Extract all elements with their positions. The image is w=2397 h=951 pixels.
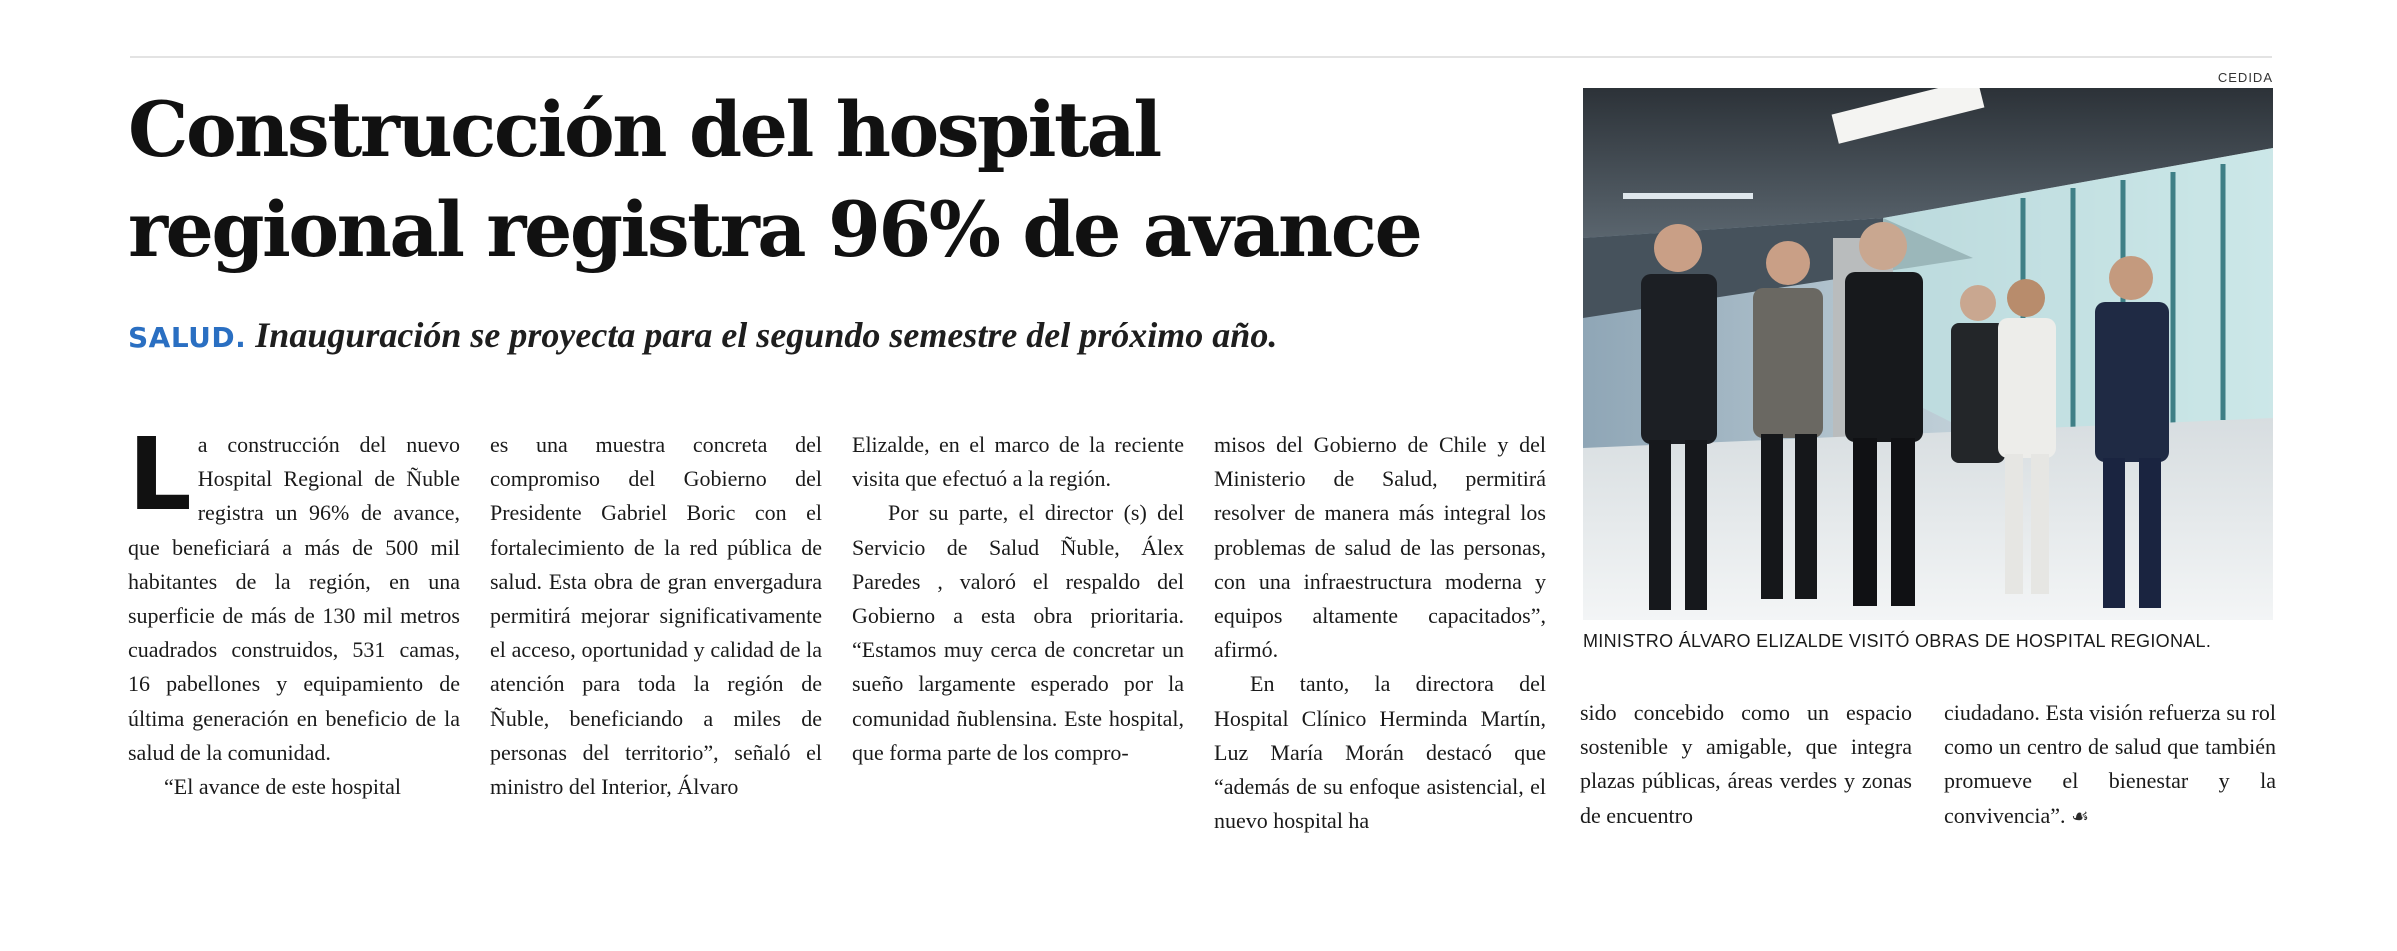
- column-4: [1214, 428, 1546, 838]
- section-kicker: SALUD.: [128, 321, 247, 354]
- body-paragraph-4-start: En tanto, la directora del Hospital Clínico Herminda Martín, Luz María Morán destacó que “además de su enfoque asistencial, el nuevo hospital ha: [1214, 671, 1546, 834]
- body-paragraph-2-end: Elizalde, en el marco de la reciente visita que efectuó a la región.: [852, 432, 1184, 492]
- headline-line-1: Construcción del hospital: [128, 85, 1160, 174]
- column-6: [1944, 696, 2276, 833]
- hospital-visit-illustration: [1583, 88, 2273, 620]
- subhead: [128, 313, 1568, 360]
- body-paragraph-1: [128, 416, 460, 770]
- dropcap: L: [128, 416, 192, 533]
- column-1: [128, 416, 460, 804]
- deck: Inauguración se proyecta para el segundo semestre del próximo año.: [255, 315, 1278, 355]
- headline-line-2: regional registra 96% de avance: [128, 185, 1421, 274]
- top-rule: [130, 56, 2272, 58]
- hospital-visit-photo: [1583, 88, 2273, 620]
- body-paragraph-3-end: misos del Gobierno de Chile y del Ministerio de Salud, permitirá resolver de manera más integral los problemas de salud de las personas, con una infraestructura moderna y equipos altamente capacitados”, afirmó.: [1214, 432, 1546, 663]
- body-paragraph-4-end-text: ciudadano. Esta visión refuerza su rol como un centro de salud que también promueve el bienestar y la convivencia”.: [1944, 700, 2276, 828]
- headline: [128, 80, 1568, 280]
- body-paragraph-2-start: “El avance de este hospital: [164, 774, 402, 800]
- photo-credit: CEDIDA: [2217, 70, 2273, 85]
- column-2: [490, 428, 822, 804]
- column-3: [852, 428, 1184, 770]
- body-paragraph-4-middle: sido concebido como un espacio sostenible y amigable, que integra plazas públicas, áreas verdes y zonas de encuentro: [1580, 700, 1912, 828]
- photo-caption: MINISTRO ÁLVARO ELIZALDE VISITÓ OBRAS DE HOSPITAL REGIONAL.: [1583, 631, 2212, 651]
- body-paragraph-4-end: [1944, 696, 2276, 833]
- body-paragraph-3-start: Por su parte, el director (s) del Servicio de Salud Ñuble, Álex Paredes , valoró el respaldo del Gobierno a esta obra prioritaria. “Estamos muy cerca de concretar un sueño largamente esperado por la comunidad ñublensina. Este hospital, que forma parte de los compro-: [852, 500, 1184, 765]
- body-paragraph-2-cont: es una muestra concreta del compromiso del Gobierno del Presidente Gabriel Boric con el fortalecimiento de la red pública de salud. Esta obra de gran envergadura permitirá mejorar significativamente el acceso, oportunidad y calidad de la atención para toda la región de Ñuble, beneficiando a miles de personas del territorio”, señaló el ministro del Interior, Álvaro: [490, 432, 822, 800]
- column-5: [1580, 696, 1912, 833]
- end-mark-icon: ☙: [2071, 803, 2089, 828]
- body-paragraph-1-text: a construcción del nuevo Hospital Regional de Ñuble registra un 96% de avance, que beneficiará a más de 500 mil habitantes de la región, en una superficie de más de 130 mil metros cuadrados construidos, 531 camas, 16 pabellones y equipamiento de última generación en beneficio de la salud de la comunidad.: [128, 432, 460, 765]
